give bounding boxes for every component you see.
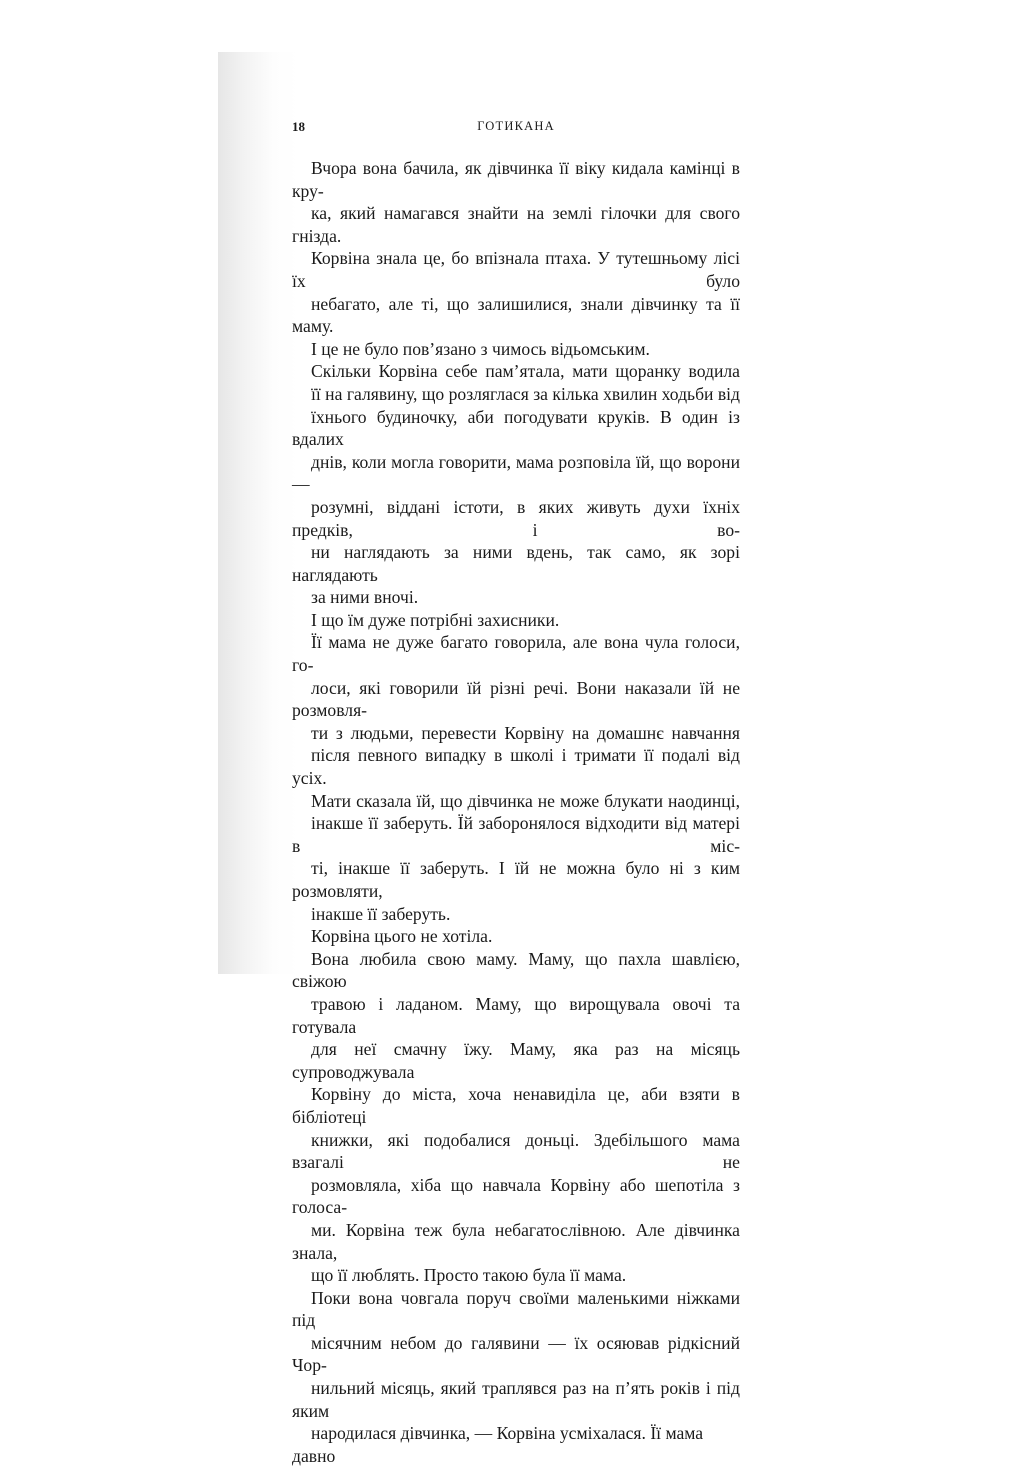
text-line: її на галявину, що розляглася за кілька хвилин ходьби від <box>311 383 740 404</box>
text-line: Вчора вона бачила, як дівчинка її віку кидала камінці в кру- <box>292 158 740 201</box>
text-body <box>292 157 740 1467</box>
text-line: Корвіна знала це, бо впізнала птаха. У тутешньому лісі їх було <box>292 248 740 291</box>
text-line: їхнього будиночку, аби погодувати круків. В один із вдалих <box>292 406 740 450</box>
text-line: лоси, які говорили їй різні речі. Вони наказали їй не розмовля- <box>292 677 740 721</box>
text-line: ка, який намагався знайти на землі гілочки для свого гнізда. <box>292 203 740 246</box>
text-line: ни наглядають за ними вдень, так само, як зорі наглядають <box>292 542 740 585</box>
text-line: нильний місяць, який траплявся раз на п’ять років і під яким <box>292 1378 740 1421</box>
paragraph <box>292 157 740 360</box>
text-line: інакше її заберуть. Їй заборонялося відходити від матері в міс- <box>292 813 740 856</box>
page-number: 18 <box>292 119 305 134</box>
text-line: розумні, віддані істоти, в яких живуть духи їхніх предків, і во- <box>292 496 740 540</box>
paragraph <box>292 631 740 925</box>
text-line: Мати сказала їй, що дівчинка не може блукати наодинці, <box>311 790 740 811</box>
text-line: за ними вночі. <box>311 587 419 608</box>
text-line: травою і ладаном. Маму, що вирощувала овочі та готувала <box>292 993 740 1037</box>
text-line: І що їм дуже потрібні захисники. <box>311 609 560 630</box>
text-line: І це не було пов’язано з чимось відьомським. <box>311 338 650 359</box>
text-line: що її люблять. Просто такою була її мама. <box>311 1265 627 1286</box>
text-line: Корвіну до міста, хоча ненавиділа це, аби взяти в бібліотеці <box>292 1084 740 1127</box>
text-line: ті, інакше її заберуть. І їй не можна було ні з ким розмовляти, <box>292 858 740 901</box>
text-line: розмовляла, хіба що навчала Корвіну або шепотіла з голоса- <box>292 1174 740 1218</box>
text-line: ти з людьми, перевести Корвіну на домашнє навчання <box>311 722 740 743</box>
text-line: для неї смачну їжу. Маму, яка раз на місяць супроводжувала <box>292 1039 740 1082</box>
text-line: Її мама не дуже багато говорила, але вона чула голоси, го- <box>292 632 740 676</box>
paragraph <box>292 925 740 948</box>
text-line: книжки, які подобалися доньці. Здебільшого мама взагалі не <box>292 1129 740 1173</box>
text-line: народилася дівчинка, — Корвіна усміхалася. Її мама давно <box>292 1423 704 1466</box>
text-line: після певного випадку в школі і тримати її подалі від усіх. <box>292 745 740 789</box>
text-line: інакше її заберуть. <box>311 903 451 924</box>
text-line: Корвіна цього не хотіла. <box>311 926 493 947</box>
text-line: Поки вона човгала поруч своїми маленькими ніжками під <box>292 1287 740 1331</box>
running-title: ГОТИКАНА <box>477 119 555 133</box>
paragraph <box>292 1287 740 1467</box>
paragraph <box>292 360 740 609</box>
text-line: небагато, але ті, що залишилися, знали дівчинку та її маму. <box>292 293 740 337</box>
text-line: ми. Корвіна теж була небагатослівною. Але дівчинка знала, <box>292 1219 740 1263</box>
page-header <box>292 119 740 139</box>
paragraph <box>292 948 740 1287</box>
text-line: Вона любила свою маму. Маму, що пахла шавлією, свіжою <box>292 948 740 992</box>
paragraph <box>292 609 740 632</box>
text-line: місячним небом до галявини — їх осяював рідкісний Чор- <box>292 1332 740 1376</box>
text-line: Скільки Корвіна себе пам’ятала, мати щоранку водила <box>311 361 740 382</box>
text-line: днів, коли могла говорити, мама розповіла їй, що ворони — <box>292 451 740 495</box>
